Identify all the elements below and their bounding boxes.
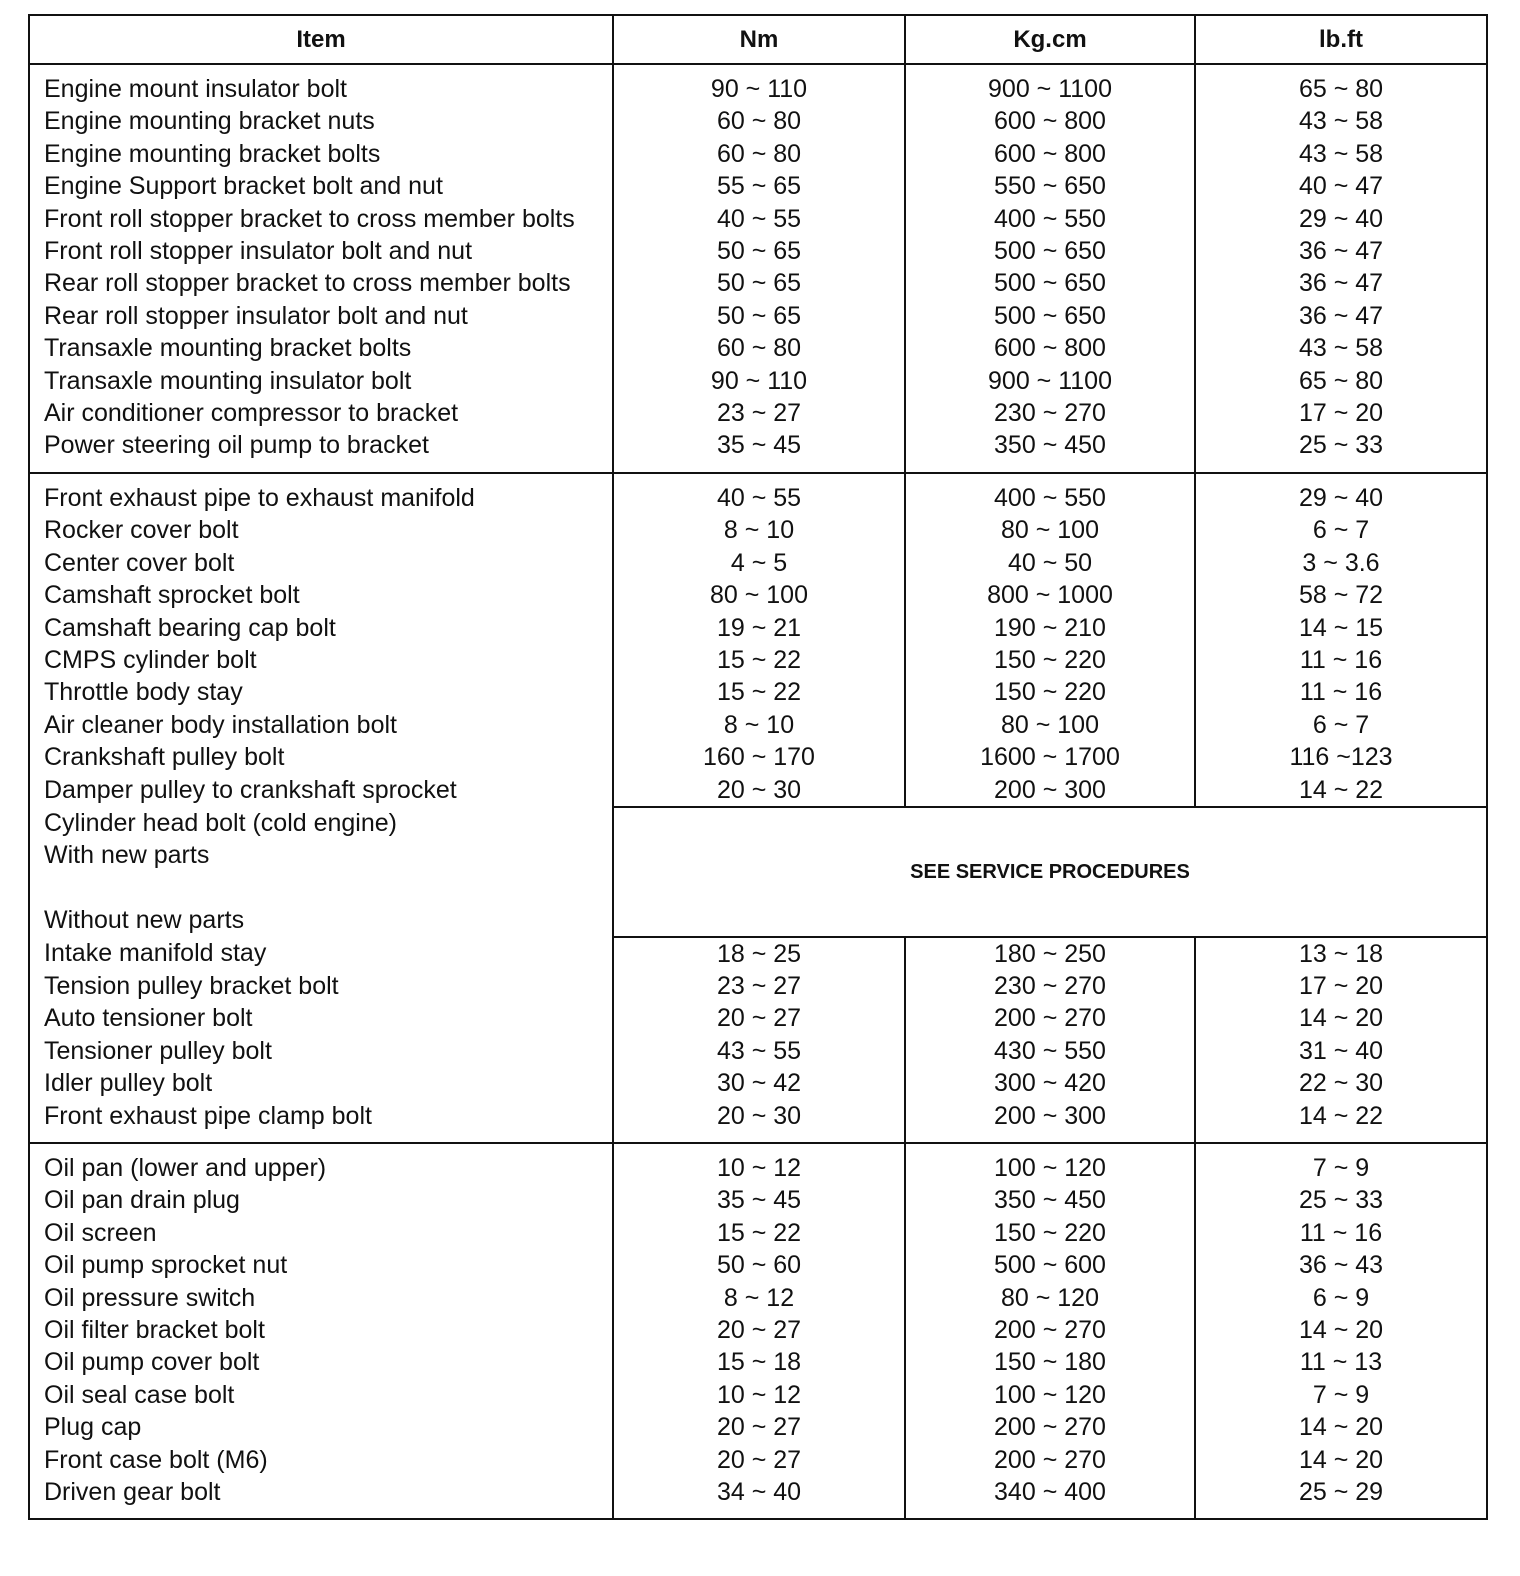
nm-cell: 43 ~ 55 <box>613 1035 905 1067</box>
header-row <box>29 15 1487 64</box>
item-cell: Auto tensioner bolt <box>29 1002 613 1034</box>
item-cell: Rear roll stopper bracket to cross member bolts <box>29 267 613 299</box>
lb-ft-cell: 7 ~ 9 <box>1195 1379 1487 1411</box>
kg-cm-cell: 340 ~ 400 <box>905 1476 1195 1519</box>
item-cell: Camshaft bearing cap bolt <box>29 612 613 644</box>
nm-cell: 18 ~ 25 <box>613 937 905 970</box>
lb-ft-cell: 58 ~ 72 <box>1195 579 1487 611</box>
item-cell: Transaxle mounting bracket bolts <box>29 332 613 364</box>
nm-cell: 20 ~ 27 <box>613 1002 905 1034</box>
table-row <box>29 709 1487 741</box>
spacer <box>44 872 612 904</box>
nm-cell: 40 ~ 55 <box>613 203 905 235</box>
lb-ft-cell: 14 ~ 22 <box>1195 1100 1487 1143</box>
nm-cell: 50 ~ 65 <box>613 235 905 267</box>
table-row <box>29 1184 1487 1216</box>
kg-cm-cell: 900 ~ 1100 <box>905 365 1195 397</box>
kg-cm-cell: 350 ~ 450 <box>905 429 1195 472</box>
lb-ft-cell: 29 ~ 40 <box>1195 203 1487 235</box>
nm-cell: 30 ~ 42 <box>613 1067 905 1099</box>
item-cell: Oil pan drain plug <box>29 1184 613 1216</box>
lb-ft-cell: 43 ~ 58 <box>1195 332 1487 364</box>
nm-cell: 60 ~ 80 <box>613 332 905 364</box>
lb-ft-cell: 14 ~ 20 <box>1195 1314 1487 1346</box>
lb-ft-cell: 14 ~ 15 <box>1195 612 1487 644</box>
nm-cell: 35 ~ 45 <box>613 1184 905 1216</box>
kg-cm-cell: 150 ~ 220 <box>905 644 1195 676</box>
item-cell: Rear roll stopper insulator bolt and nut <box>29 300 613 332</box>
kg-cm-cell: 200 ~ 300 <box>905 1100 1195 1143</box>
table-row <box>29 612 1487 644</box>
nm-cell: 34 ~ 40 <box>613 1476 905 1519</box>
header-nm: Nm <box>613 15 905 64</box>
nm-cell: 19 ~ 21 <box>613 612 905 644</box>
table-header <box>29 15 1487 64</box>
item-cell: Front roll stopper insulator bolt and nut <box>29 235 613 267</box>
kg-cm-cell: 600 ~ 800 <box>905 105 1195 137</box>
kg-cm-cell: 200 ~ 270 <box>905 1002 1195 1034</box>
nm-cell: 20 ~ 27 <box>613 1411 905 1443</box>
nm-cell: 20 ~ 27 <box>613 1314 905 1346</box>
kg-cm-cell: 190 ~ 210 <box>905 612 1195 644</box>
kg-cm-cell: 80 ~ 100 <box>905 514 1195 546</box>
item-cell: Engine mount insulator bolt <box>29 64 613 105</box>
table-row <box>29 1379 1487 1411</box>
table-row <box>29 429 1487 472</box>
lb-ft-cell: 36 ~ 43 <box>1195 1249 1487 1281</box>
nm-cell: 15 ~ 22 <box>613 676 905 708</box>
kg-cm-cell: 500 ~ 600 <box>905 1249 1195 1281</box>
see-service-procedures: SEE SERVICE PROCEDURES <box>613 807 1487 937</box>
item-cell: Idler pulley bolt <box>29 1067 613 1099</box>
cylinder-head-label: Cylinder head bolt (cold engine) <box>44 808 397 837</box>
table-row <box>29 170 1487 202</box>
table-row <box>29 1002 1487 1034</box>
kg-cm-cell: 300 ~ 420 <box>905 1067 1195 1099</box>
with-new-parts-label: With new parts <box>44 841 210 870</box>
lb-ft-cell: 116 ~123 <box>1195 741 1487 773</box>
kg-cm-cell: 400 ~ 550 <box>905 203 1195 235</box>
lb-ft-cell: 3 ~ 3.6 <box>1195 547 1487 579</box>
nm-cell: 90 ~ 110 <box>613 365 905 397</box>
nm-cell: 20 ~ 30 <box>613 1100 905 1143</box>
table-row <box>29 1143 1487 1184</box>
kg-cm-cell: 500 ~ 650 <box>905 300 1195 332</box>
lb-ft-cell: 25 ~ 33 <box>1195 1184 1487 1216</box>
table-row <box>29 1067 1487 1099</box>
table-row <box>29 105 1487 137</box>
lb-ft-cell: 11 ~ 13 <box>1195 1346 1487 1378</box>
nm-cell: 90 ~ 110 <box>613 64 905 105</box>
lb-ft-cell: 6 ~ 9 <box>1195 1282 1487 1314</box>
item-cell: Oil filter bracket bolt <box>29 1314 613 1346</box>
table-row <box>29 235 1487 267</box>
table-row <box>29 1411 1487 1443</box>
table-row <box>29 644 1487 676</box>
lb-ft-cell: 17 ~ 20 <box>1195 397 1487 429</box>
lb-ft-cell: 65 ~ 80 <box>1195 64 1487 105</box>
nm-cell: 20 ~ 30 <box>613 774 905 807</box>
kg-cm-cell: 230 ~ 270 <box>905 970 1195 1002</box>
lb-ft-cell: 6 ~ 7 <box>1195 709 1487 741</box>
kg-cm-cell: 200 ~ 270 <box>905 1314 1195 1346</box>
lb-ft-cell: 11 ~ 16 <box>1195 644 1487 676</box>
lb-ft-cell: 13 ~ 18 <box>1195 937 1487 970</box>
kg-cm-cell: 200 ~ 300 <box>905 774 1195 807</box>
nm-cell: 15 ~ 18 <box>613 1346 905 1378</box>
item-cell: Transaxle mounting insulator bolt <box>29 365 613 397</box>
item-cell: Front roll stopper bracket to cross member bolts <box>29 203 613 235</box>
nm-cell: 4 ~ 5 <box>613 547 905 579</box>
table-row <box>29 514 1487 546</box>
item-cell: Throttle body stay <box>29 676 613 708</box>
kg-cm-cell: 80 ~ 120 <box>905 1282 1195 1314</box>
item-cell: Plug cap <box>29 1411 613 1443</box>
torque-spec-sheet <box>28 14 1486 1520</box>
table-row <box>29 937 1487 970</box>
item-cell: Driven gear bolt <box>29 1476 613 1519</box>
kg-cm-cell: 100 ~ 120 <box>905 1143 1195 1184</box>
nm-cell: 40 ~ 55 <box>613 473 905 514</box>
table-row <box>29 1314 1487 1346</box>
table-row <box>29 64 1487 105</box>
header-lb-ft: lb.ft <box>1195 15 1487 64</box>
lb-ft-cell: 43 ~ 58 <box>1195 105 1487 137</box>
lb-ft-cell: 17 ~ 20 <box>1195 970 1487 1002</box>
section-mounting <box>29 64 1487 473</box>
item-cell: Engine mounting bracket nuts <box>29 105 613 137</box>
nm-cell: 50 ~ 65 <box>613 300 905 332</box>
nm-cell: 20 ~ 27 <box>613 1444 905 1476</box>
item-cell: Crankshaft pulley bolt <box>29 741 613 773</box>
nm-cell: 160 ~ 170 <box>613 741 905 773</box>
table-row <box>29 267 1487 299</box>
lb-ft-cell: 29 ~ 40 <box>1195 473 1487 514</box>
nm-cell: 60 ~ 80 <box>613 105 905 137</box>
kg-cm-cell: 40 ~ 50 <box>905 547 1195 579</box>
table-row <box>29 365 1487 397</box>
kg-cm-cell: 350 ~ 450 <box>905 1184 1195 1216</box>
lb-ft-cell: 22 ~ 30 <box>1195 1067 1487 1099</box>
item-cell: Engine Support bracket bolt and nut <box>29 170 613 202</box>
kg-cm-cell: 1600 ~ 1700 <box>905 741 1195 773</box>
table-row <box>29 774 1487 807</box>
table-row <box>29 1249 1487 1281</box>
table-row <box>29 138 1487 170</box>
table-row <box>29 332 1487 364</box>
table-row <box>29 1282 1487 1314</box>
lb-ft-cell: 6 ~ 7 <box>1195 514 1487 546</box>
item-cell: Air cleaner body installation bolt <box>29 709 613 741</box>
kg-cm-cell: 100 ~ 120 <box>905 1379 1195 1411</box>
table-row <box>29 1444 1487 1476</box>
kg-cm-cell: 500 ~ 650 <box>905 267 1195 299</box>
section-engine <box>29 473 1487 1143</box>
lb-ft-cell: 14 ~ 20 <box>1195 1411 1487 1443</box>
item-cell: Intake manifold stay <box>29 937 613 970</box>
nm-cell: 80 ~ 100 <box>613 579 905 611</box>
nm-cell: 8 ~ 12 <box>613 1282 905 1314</box>
item-cell: Tension pulley bracket bolt <box>29 970 613 1002</box>
item-cell: Oil pan (lower and upper) <box>29 1143 613 1184</box>
table-row <box>29 579 1487 611</box>
section-lubrication <box>29 1143 1487 1519</box>
nm-cell: 8 ~ 10 <box>613 514 905 546</box>
table-row <box>29 741 1487 773</box>
nm-cell: 10 ~ 12 <box>613 1143 905 1184</box>
item-cell: Camshaft sprocket bolt <box>29 579 613 611</box>
nm-cell: 55 ~ 65 <box>613 170 905 202</box>
kg-cm-cell: 200 ~ 270 <box>905 1444 1195 1476</box>
lb-ft-cell: 36 ~ 47 <box>1195 300 1487 332</box>
without-new-parts-label: Without new parts <box>44 906 245 935</box>
table-row <box>29 473 1487 514</box>
kg-cm-cell: 150 ~ 180 <box>905 1346 1195 1378</box>
lb-ft-cell: 65 ~ 80 <box>1195 365 1487 397</box>
item-cell: Center cover bolt <box>29 547 613 579</box>
kg-cm-cell: 430 ~ 550 <box>905 1035 1195 1067</box>
kg-cm-cell: 150 ~ 220 <box>905 1217 1195 1249</box>
kg-cm-cell: 550 ~ 650 <box>905 170 1195 202</box>
nm-cell: 15 ~ 22 <box>613 644 905 676</box>
item-cell: Tensioner pulley bolt <box>29 1035 613 1067</box>
item-cell: Air conditioner compressor to bracket <box>29 397 613 429</box>
kg-cm-cell: 80 ~ 100 <box>905 709 1195 741</box>
nm-cell: 15 ~ 22 <box>613 1217 905 1249</box>
lb-ft-cell: 25 ~ 29 <box>1195 1476 1487 1519</box>
table-row <box>29 1217 1487 1249</box>
lb-ft-cell: 11 ~ 16 <box>1195 676 1487 708</box>
kg-cm-cell: 800 ~ 1000 <box>905 579 1195 611</box>
item-cell: Oil pressure switch <box>29 1282 613 1314</box>
table-row <box>29 970 1487 1002</box>
nm-cell: 8 ~ 10 <box>613 709 905 741</box>
table-row <box>29 203 1487 235</box>
item-cell: Oil pump sprocket nut <box>29 1249 613 1281</box>
table-row <box>29 1035 1487 1067</box>
lb-ft-cell: 11 ~ 16 <box>1195 1217 1487 1249</box>
lb-ft-cell: 40 ~ 47 <box>1195 170 1487 202</box>
kg-cm-cell: 900 ~ 1100 <box>905 64 1195 105</box>
nm-cell: 50 ~ 65 <box>613 267 905 299</box>
table-row <box>29 1346 1487 1378</box>
item-cell: Rocker cover bolt <box>29 514 613 546</box>
lb-ft-cell: 14 ~ 20 <box>1195 1002 1487 1034</box>
kg-cm-cell: 230 ~ 270 <box>905 397 1195 429</box>
item-cell: Engine mounting bracket bolts <box>29 138 613 170</box>
kg-cm-cell: 600 ~ 800 <box>905 138 1195 170</box>
lb-ft-cell: 43 ~ 58 <box>1195 138 1487 170</box>
cylinder-head-row <box>29 807 1487 937</box>
kg-cm-cell: 600 ~ 800 <box>905 332 1195 364</box>
table-row <box>29 300 1487 332</box>
item-cell <box>29 807 613 937</box>
lb-ft-cell: 7 ~ 9 <box>1195 1143 1487 1184</box>
item-cell: Front exhaust pipe to exhaust manifold <box>29 473 613 514</box>
kg-cm-cell: 150 ~ 220 <box>905 676 1195 708</box>
item-cell: Oil seal case bolt <box>29 1379 613 1411</box>
nm-cell: 60 ~ 80 <box>613 138 905 170</box>
lb-ft-cell: 14 ~ 22 <box>1195 774 1487 807</box>
item-cell: Front case bolt (M6) <box>29 1444 613 1476</box>
nm-cell: 10 ~ 12 <box>613 1379 905 1411</box>
item-cell: Oil pump cover bolt <box>29 1346 613 1378</box>
lb-ft-cell: 14 ~ 20 <box>1195 1444 1487 1476</box>
torque-spec-table <box>28 14 1488 1520</box>
table-row <box>29 1100 1487 1143</box>
item-cell: CMPS cylinder bolt <box>29 644 613 676</box>
kg-cm-cell: 200 ~ 270 <box>905 1411 1195 1443</box>
item-cell: Oil screen <box>29 1217 613 1249</box>
table-row <box>29 1476 1487 1519</box>
table-row <box>29 547 1487 579</box>
lb-ft-cell: 31 ~ 40 <box>1195 1035 1487 1067</box>
header-item: Item <box>29 15 613 64</box>
kg-cm-cell: 500 ~ 650 <box>905 235 1195 267</box>
table-row <box>29 676 1487 708</box>
nm-cell: 23 ~ 27 <box>613 397 905 429</box>
lb-ft-cell: 36 ~ 47 <box>1195 235 1487 267</box>
header-kg-cm: Kg.cm <box>905 15 1195 64</box>
kg-cm-cell: 400 ~ 550 <box>905 473 1195 514</box>
table-row <box>29 397 1487 429</box>
kg-cm-cell: 180 ~ 250 <box>905 937 1195 970</box>
nm-cell: 23 ~ 27 <box>613 970 905 1002</box>
item-cell: Power steering oil pump to bracket <box>29 429 613 472</box>
item-cell: Front exhaust pipe clamp bolt <box>29 1100 613 1143</box>
nm-cell: 35 ~ 45 <box>613 429 905 472</box>
lb-ft-cell: 25 ~ 33 <box>1195 429 1487 472</box>
nm-cell: 50 ~ 60 <box>613 1249 905 1281</box>
lb-ft-cell: 36 ~ 47 <box>1195 267 1487 299</box>
item-cell: Damper pulley to crankshaft sprocket <box>29 774 613 807</box>
